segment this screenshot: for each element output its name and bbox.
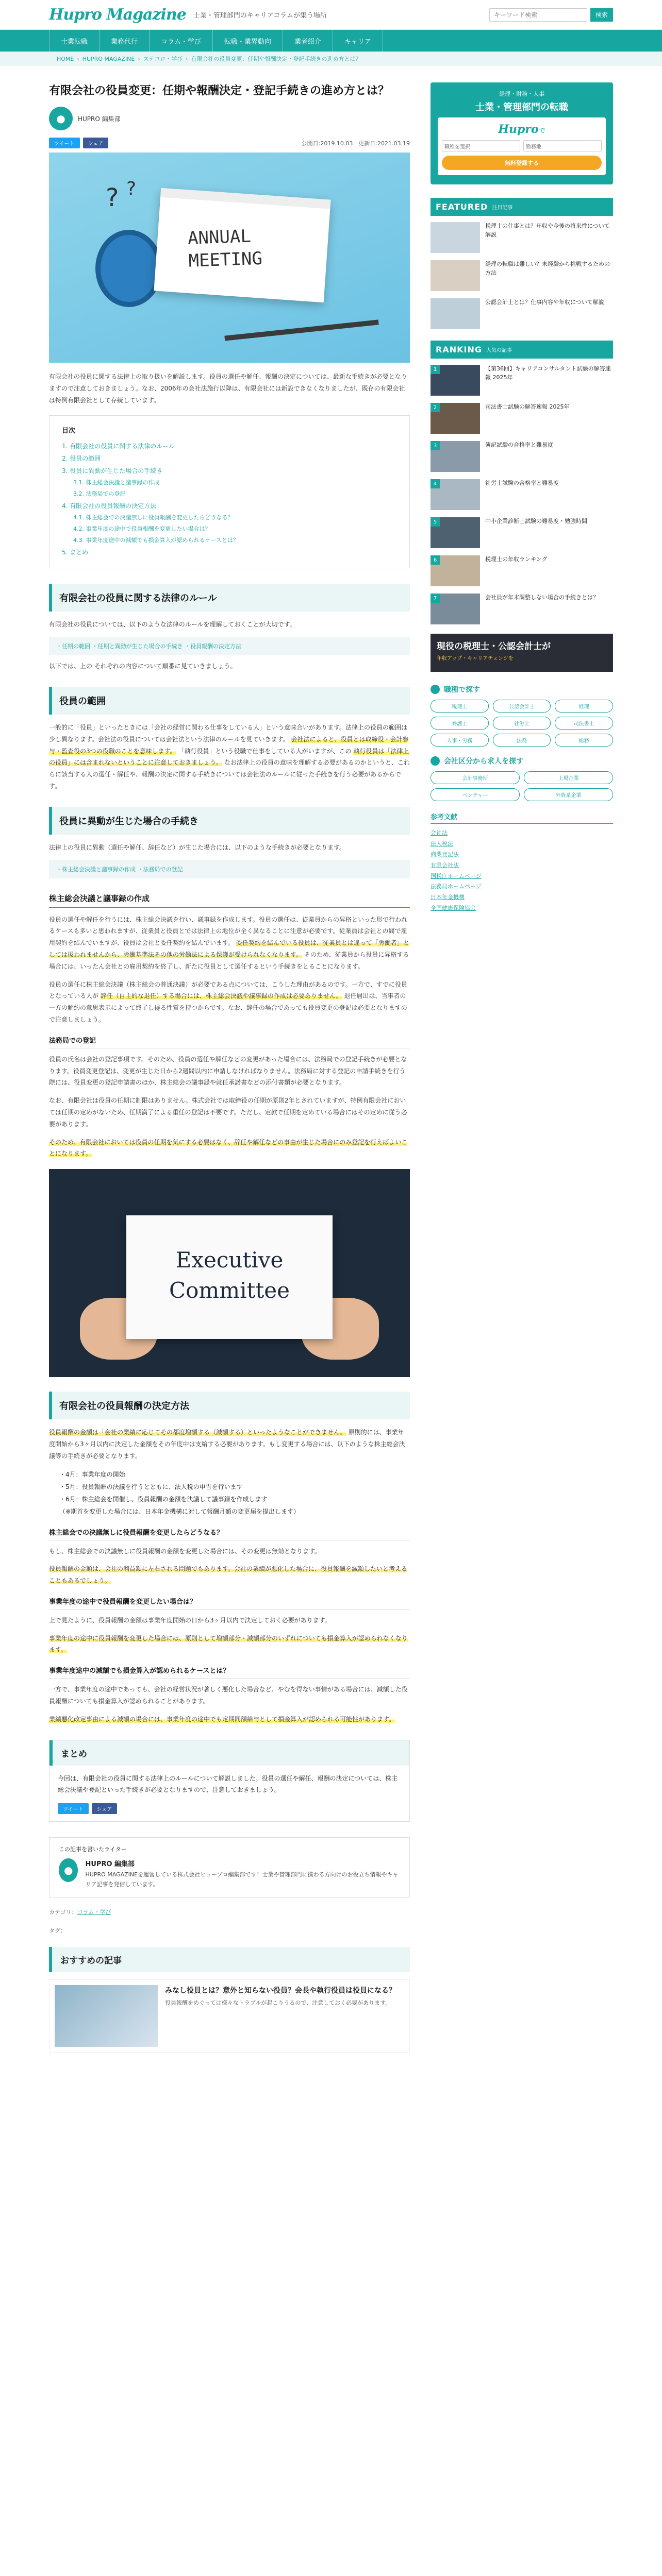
highlight-text: 事業年度の途中に役員報酬を変更した場合には、原則として増額部分・減額部分のいずれについても損金算入が認められなくなります。 (49, 1634, 408, 1654)
search-bar (489, 8, 613, 22)
writer-avatar: ● (59, 1858, 78, 1882)
nav-item-gyomu[interactable]: 業務代行 (100, 30, 150, 52)
paragraph (49, 1633, 410, 1656)
ranking-item[interactable] (431, 441, 613, 472)
register-button[interactable]: 無料登録する (442, 156, 602, 170)
banner-small-text: 経理・財務・人事 (499, 91, 544, 97)
section-heading: 役員の範囲 (49, 687, 410, 715)
ranking-thumbnail (431, 479, 480, 510)
ranking-item[interactable] (431, 403, 613, 434)
featured-thumbnail (431, 222, 480, 253)
job-pill[interactable]: 弁護士 (431, 717, 489, 730)
reference-link[interactable]: 国税庁ホームページ (431, 872, 482, 879)
summary-text: 今回は、有限会社の役員に関する法律上のルールについて解説しました。役員の選任や解任、報酬の決定については、株主総会決議や登記といった手続きが必要となりますので、注意しておきましょう。 (58, 1774, 398, 1794)
paragraph: もし、株主総会での決議無しに役員報酬の金額を変更した場合には、その変更は無効となります。 (49, 1547, 321, 1555)
search-icon (431, 685, 440, 694)
location-select[interactable]: 勤務地 (523, 140, 602, 151)
subsection-heading: 事業年度途中の減額でも損金算入が認められるケースとは？ (49, 1665, 410, 1679)
featured-subtitle: 注目記事 (492, 205, 513, 211)
highlight-text: 委任契約を結んでいる役員は、従業員とは違って「労働者」としては扱われませんから、労働基準法その他の労働法による保護が受けられなくなります。 (49, 939, 409, 958)
recommend-title: おすすめの記事 (49, 1947, 410, 1972)
featured-header (431, 198, 613, 216)
rank-badge: 5 (431, 517, 440, 527)
reference-link[interactable]: 会社法 (431, 829, 448, 836)
ranking-item-title: 社労士試験の合格率と難易度 (485, 480, 559, 486)
question-mark-icon: ? (106, 183, 119, 212)
meeting-notebook (154, 188, 330, 303)
ranking-item[interactable] (431, 517, 613, 548)
site-header (0, 0, 662, 30)
highlight-text: 会社法によると、役員とは取締役・会計参与・監査役の3つの役職のことを意味します。 (49, 735, 409, 755)
ranking-item[interactable] (431, 555, 613, 586)
toc-item[interactable]: 4.1. 株主総会での決議無しに役員報酬を変更したらどうなる？ (73, 514, 234, 521)
job-pill[interactable]: 司法書士 (555, 717, 613, 730)
facebook-share-button[interactable]: シェア (92, 1803, 118, 1814)
company-pill[interactable]: ベンチャー (431, 788, 520, 801)
featured-title: FEATURED (436, 202, 488, 212)
banner-form (438, 117, 606, 175)
summary-title: まとめ (49, 1740, 409, 1766)
job-pill[interactable]: 税理士 (431, 700, 489, 713)
paragraph (49, 914, 410, 973)
text-span: 役員の選任や解任を行うには、株主総会決議を行い、議事録を作成します。役員の選任は、従業員からの昇格といった形で行われるケースも多いと思われますが、従業員と役員とでは法律上の地位が全く異なることに注意が必要です。従業員は会社との間で雇用契約を結んでいますが、役員は会社と委任契約を結んでいます。 (49, 916, 408, 947)
job-pill[interactable]: 経理 (555, 700, 613, 713)
job-pill[interactable]: 公認会計士 (493, 700, 551, 713)
job-type-select[interactable]: 職種を選択 (442, 140, 520, 151)
highlight-text: 辞任（自主的な退任）する場合には、株主総会決議や議事録の作成は必要ありません。 (100, 992, 342, 1000)
share-row (49, 1803, 409, 1821)
ranking-item-title: 司法書士試験の解答速報 2025年 (485, 403, 570, 410)
ranking-thumbnail (431, 365, 480, 396)
reference-link[interactable]: 有限会社法 (431, 861, 459, 869)
text-span: 役員の選任に株主総会決議（株主総会の普通決議）が必要である点については、こうした理由があるのです。一方で、すでに役員となっている人が (49, 980, 407, 1000)
question-mark-icon: ? (126, 178, 137, 199)
ad-title: 現役の税理士・公認会計士が (437, 641, 551, 652)
tags-label: タグ： (49, 1927, 66, 1934)
highlight-text: そのため、有限会社においては役員の任期を気にする必要はなく、辞任や解任などの事由が生じた場合にのみ登記を行えばよいことになります。 (49, 1138, 408, 1158)
paragraph: 上で見たように、役員報酬の金額は事業年度開始の日から3ヶ月以内で決定しておく必要があります。 (49, 1616, 331, 1624)
featured-item-title: 公認会計士とは？仕事内容や年収について解説 (485, 299, 604, 306)
toc-item[interactable]: 4.3. 事業年度途中の減額でも損金算入が認められるケースとは？ (73, 537, 239, 544)
author-avatar: ● (49, 107, 73, 130)
tweet-button[interactable]: ツイート (58, 1803, 89, 1814)
author-name[interactable]: HUPRO 編集部 (78, 115, 121, 123)
subsection-heading: 株主総会決議と議事録の作成 (49, 890, 410, 908)
nav-item-column[interactable]: コラム・学び (150, 30, 213, 52)
section-heading: 役員に異動が生じた場合の手続き (49, 807, 410, 835)
featured-item-title: 税理士の仕事とは？年収や今後の将来性について解説 (485, 223, 610, 238)
alarm-clock-icon (95, 230, 162, 307)
categories-label: カテゴリ： (49, 1908, 77, 1916)
tweet-button[interactable]: ツイート (49, 138, 80, 148)
toc-item[interactable]: 4.2. 事業年度の途中で役員報酬を変更したい場合は？ (73, 526, 211, 533)
job-pills (431, 700, 613, 747)
sign-card (126, 1215, 333, 1339)
toc-title: 目次 (62, 427, 76, 435)
featured-item[interactable] (431, 260, 613, 291)
signup-banner (431, 82, 613, 184)
text-span: 退任届出は、当事者の一方の解約の意思表示によって終了し得る性質を持つからです。なお、辞任の場合であっても役員変更の登記は必要となりますので注意しましょう。 (49, 992, 407, 1023)
ranking-item-title: 税理士の年収ランキング (485, 556, 548, 563)
rank-badge: 2 (431, 403, 440, 412)
tags-row (49, 1926, 410, 1935)
paragraph: 一方で、事業年度の途中であっても、会社の経営状況が著しく悪化した場合など、やむを得ない事情がある場合には、減額した役員報酬についても損金算入が認められることがあります。 (49, 1686, 408, 1705)
text-span: 「執行役員」という役職で仕事をしている人がいますが、この (178, 747, 352, 755)
reference-link[interactable]: 法務局ホームページ (431, 883, 482, 890)
paragraph: 役員の氏名は会社の登記事項です。そのため、役員の選任や解任などの変更があった場合には、法務局での登記手続きが必要となります。役員変更登記は、変更が生じた日から2週間以内に申請しなければなりません。法務局に対する登記の申請手続きを行う際には、役員変更の登記申請書のほか、株主総会の議事録や就任承諾書などの添付書類が必要となります。 (49, 1055, 407, 1087)
text-span: そのため、従業員から役員に昇格する場合には、いったん会社との雇用契約を終了し、新たに役員として選任するという手続きをとることになります。 (49, 951, 409, 970)
note-box: ・任期の範囲 ・任期と異動が生じた場合の手続き ・役員報酬の決定方法 (49, 637, 410, 655)
paragraph: 有限会社の役員については、以下のような法律のルールを理解しておくことが大切です。 (49, 621, 296, 629)
search-button[interactable]: 検索 (590, 8, 613, 22)
meta-row (49, 138, 410, 148)
job-search-title (431, 684, 613, 694)
toc-item[interactable]: 3.2. 法務局での登記 (73, 490, 126, 498)
nav-item-vendor[interactable]: 業者紹介 (283, 30, 333, 52)
recommend-item[interactable] (49, 1979, 410, 2053)
category-link[interactable]: コラム・学び (77, 1908, 111, 1916)
featured-item[interactable] (431, 298, 613, 329)
reference-link[interactable]: 全国健康保険協会 (431, 905, 476, 912)
ranking-item[interactable] (431, 365, 613, 396)
paragraph (49, 1137, 410, 1160)
executive-committee-image (49, 1169, 410, 1377)
ranking-thumbnail (431, 441, 480, 472)
hero-image (49, 152, 410, 363)
paragraph (49, 1427, 410, 1462)
ranking-subtitle: 人気の記事 (486, 348, 512, 353)
toc-item[interactable]: 2. 役員の範囲 (62, 455, 101, 463)
company-pill[interactable]: 外資系企業 (524, 788, 613, 801)
reference-link[interactable]: 法人税法 (431, 840, 453, 847)
facebook-share-button[interactable]: シェア (83, 138, 109, 148)
reference-link[interactable]: 日本年金機構 (431, 894, 465, 901)
rank-badge: 7 (431, 594, 440, 603)
ranking-header (431, 341, 613, 359)
paragraph (49, 979, 410, 1026)
section-heading: 有限会社の役員報酬の決定方法 (49, 1392, 410, 1419)
toc-item[interactable]: 3.1. 株主総会決議と議事録の作成 (73, 479, 160, 486)
paragraph: なお、有限会社は役員の任期に制限はありません。株式会社では取締役の任期が原則2年とされていますが、特例有限会社においては任期の定めがないため、任期満了による重任の登記は不要です。ただし、定款で任期を定めている場合にはその定めに従う必要があります。 (49, 1097, 407, 1128)
nav-item-career[interactable]: キャリア (333, 30, 383, 52)
toc-item[interactable]: 4. 有限会社の役員報酬の決定方法 (62, 502, 157, 510)
toc-item[interactable]: 5. まとめ (62, 549, 89, 556)
main-nav (0, 30, 662, 52)
breadcrumb-magazine[interactable]: HUPRO MAGAZINE (82, 55, 135, 62)
section-heading: 有限会社の役員に関する法律のルール (49, 584, 410, 612)
job-search-label: 職種で探す (444, 686, 480, 694)
ranking-thumbnail (431, 555, 480, 586)
references-title: 参考文献 (431, 811, 613, 824)
featured-item[interactable] (431, 222, 613, 253)
writer-description: HUPRO MAGAZINEを運営している株式会社ヒュープロ編集部です！士業や管理部門に携わる方向けのお役立ち情報やキャリア記事を発信しています。 (85, 1871, 399, 1888)
writer-label: この記事を書いたライター (59, 1846, 127, 1853)
job-pill[interactable]: 社労士 (493, 717, 551, 730)
subsection-heading: 事業年度の途中で役員報酬を変更したい場合は？ (49, 1596, 410, 1609)
ad-subtitle: 年収アップ・キャリアチェンジを (437, 656, 514, 662)
highlight-text: 役員報酬の金額は「会社の業績に応じてその都度増額する（減額する）といったようなことができません。 (49, 1429, 346, 1436)
text-span: 原則的には、事業年度開始から3ヶ月以内に決定した金額をその年度中は支給する必要があります。もし変更する場合には、以下のような株主総会決議等の手続きが必要となります。 (49, 1429, 405, 1460)
author-row (49, 107, 410, 130)
paragraph (49, 1563, 410, 1587)
paragraph: 以下では、上の それぞれの内容について順番に見ていきましょう。 (49, 663, 237, 670)
recommend-thumbnail (55, 1985, 158, 2047)
text-span: 一般的に「役員」といったときには「会社の経営に関わる仕事をしている人」という意味合いがあります。法律上の役員の範囲は少し異なります。会社法の役員については会社法という法律のルールを見ていきます。 (49, 723, 408, 743)
bullet-list (59, 1468, 410, 1518)
company-pills (431, 771, 613, 801)
list-item: （※期首を変更した場合には、日本年金機構に対して報酬月額の変更届を提出します） (59, 1507, 300, 1515)
job-pill[interactable]: 総務 (555, 734, 613, 747)
breadcrumb-current: 有限会社の役員変更：任期や報酬決定・登記手続きの進め方とは？ (191, 56, 361, 62)
ranking-item-title: 【第36回】キャリアコンサルタント試験の解答速報 2025年 (485, 365, 611, 381)
nav-item-shigyo[interactable]: 士業転職 (49, 30, 100, 52)
ranking-item[interactable] (431, 479, 613, 510)
toc-item[interactable]: 3. 役員に異動が生じた場合の手続き (62, 467, 163, 475)
writer-name[interactable]: HUPRO 編集部 (85, 1860, 135, 1869)
banner-logo: Hupro (498, 123, 539, 136)
site-logo[interactable]: Hupro Magazine (49, 6, 186, 24)
company-pill[interactable]: 上場企業 (524, 771, 613, 784)
table-of-contents (49, 415, 410, 568)
publish-dates: 公開日:2019.10.03 更新日:2021.03.19 (301, 140, 410, 147)
rank-badge: 1 (431, 365, 440, 374)
highlight-text: 執行役員は「法律上の役員」には含まれないということに注意しておきましょう。 (49, 747, 409, 767)
building-icon (431, 756, 440, 766)
company-search-title (431, 756, 613, 766)
job-pill[interactable]: 法務 (493, 734, 551, 747)
job-pill[interactable]: 人事・労務 (431, 734, 489, 747)
company-search-label: 会社区分から求人を探す (444, 757, 523, 766)
rank-badge: 3 (431, 441, 440, 450)
company-pill[interactable]: 会計事務所 (431, 771, 520, 784)
summary-box (49, 1740, 410, 1822)
ranking-item-title: 中小企業診断士試験の難易度・勉強時間 (485, 518, 587, 524)
banner-big-text: 士業・管理部門の転職 (475, 102, 568, 113)
rank-badge: 4 (431, 479, 440, 488)
list-item: ・6月：株主総会を開催し、役員報酬の金額を決議して議事録を作成します (59, 1495, 268, 1503)
paragraph: 法律上の役員に異動（選任や解任、辞任など）が生じた場合には、以下のような手続きが必要となります。 (49, 843, 346, 851)
featured-thumbnail (431, 260, 480, 291)
article-title: 有限会社の役員変更：任期や報酬決定・登記手続きの進め方とは？ (49, 84, 390, 97)
hero-text: ANNUAL MEETING (187, 226, 263, 272)
featured-item-title: 経理の転職は難しい？未経験から挑戦するための方法 (485, 261, 610, 276)
article-main (49, 82, 410, 2053)
site-tagline: 士業・管理部門のキャリアコラムが集う場所 (193, 12, 327, 20)
subsection-heading: 法務局での登記 (49, 1035, 410, 1048)
highlight-text: 業績悪化改定事由による減額の場合には、事業年度の途中でも定期同額給与として損金算入が認められる可能性があります。 (49, 1715, 395, 1723)
list-item: ・5月：役員報酬の決議を行うとともに、法人税の申告を行います (59, 1483, 243, 1490)
breadcrumb-home[interactable]: HOME (57, 55, 74, 62)
nav-item-trend[interactable]: 転職・業界動向 (213, 30, 283, 52)
text-span: なお法律上の役員の意味を理解する必要があるのかというと、これらに該当する人の選任・解任や、報酬の決定に関する手続きについては会社法のルールに従った手続きを行う必要があるからです。 (49, 759, 410, 790)
recommend-item-desc: 役員報酬をめぐっては様々なトラブルが起こりうるので、注意しておく必要があります。 (165, 1999, 391, 2006)
writer-box (49, 1837, 410, 1897)
search-input[interactable] (489, 8, 587, 22)
recommend-item-title: みなし役員とは？意外と知らない役員？会長や執行役員は役員になる？ (165, 1986, 396, 1995)
references-list (431, 828, 613, 914)
highlight-text: 役員報酬の金額は、会社の利益額に左右される問題でもあります。会社の業績が悪化した場合に、役員報酬を減額したいと考えることもあるでしょう。 (49, 1565, 408, 1585)
toc-item[interactable]: 1. 有限会社の役員に関する法律のルール (62, 443, 175, 450)
subsection-heading: 株主総会での決議無しに役員報酬を変更したらどうなる？ (49, 1527, 410, 1540)
paragraph (49, 722, 410, 792)
sign-text: Executive Committee (169, 1247, 290, 1303)
categories-row (49, 1908, 410, 1916)
breadcrumb: HOME › HUPRO MAGAZINE › ステコロ・学び › 有限会社の役員変更：任期や報酬決定・登記手続きの進め方とは？ (0, 52, 662, 66)
ranking-thumbnail (431, 517, 480, 548)
note-box: ・株主総会決議と議事録の作成 ・法務局での登記 (49, 860, 410, 878)
featured-thumbnail (431, 298, 480, 329)
ranking-item-title: 会社員が年末調整しない場合の手続きとは？ (485, 594, 599, 601)
breadcrumb-category[interactable]: ステコロ・学び (143, 56, 183, 62)
ranking-item-title: 簿記試験の合格率と難易度 (485, 442, 553, 448)
reference-link[interactable]: 商業登記法 (431, 851, 459, 858)
banner-suffix: で (538, 127, 545, 135)
ranking-thumbnail (431, 594, 480, 624)
list-item: ・4月：事業年度の開始 (59, 1470, 125, 1478)
side-ad-banner[interactable] (431, 634, 613, 672)
ranking-thumbnail (431, 403, 480, 434)
paragraph (49, 1714, 410, 1725)
sidebar (431, 82, 613, 2053)
rank-badge: 6 (431, 555, 440, 565)
ranking-item[interactable] (431, 594, 613, 624)
ranking-title: RANKING (436, 345, 482, 354)
intro-text: 有限会社の役員に関する法律上の取り扱いを解説します。役員の選任や解任、報酬の決定については、最新な手続きが必要となりますので注意しておきましょう。なお、2006年の会社法施行以降は、有限会社には新設できなくなりましたが、既存の有限会社は特例有限会社として存続しています。 (49, 373, 407, 404)
pencil-icon (224, 319, 378, 341)
